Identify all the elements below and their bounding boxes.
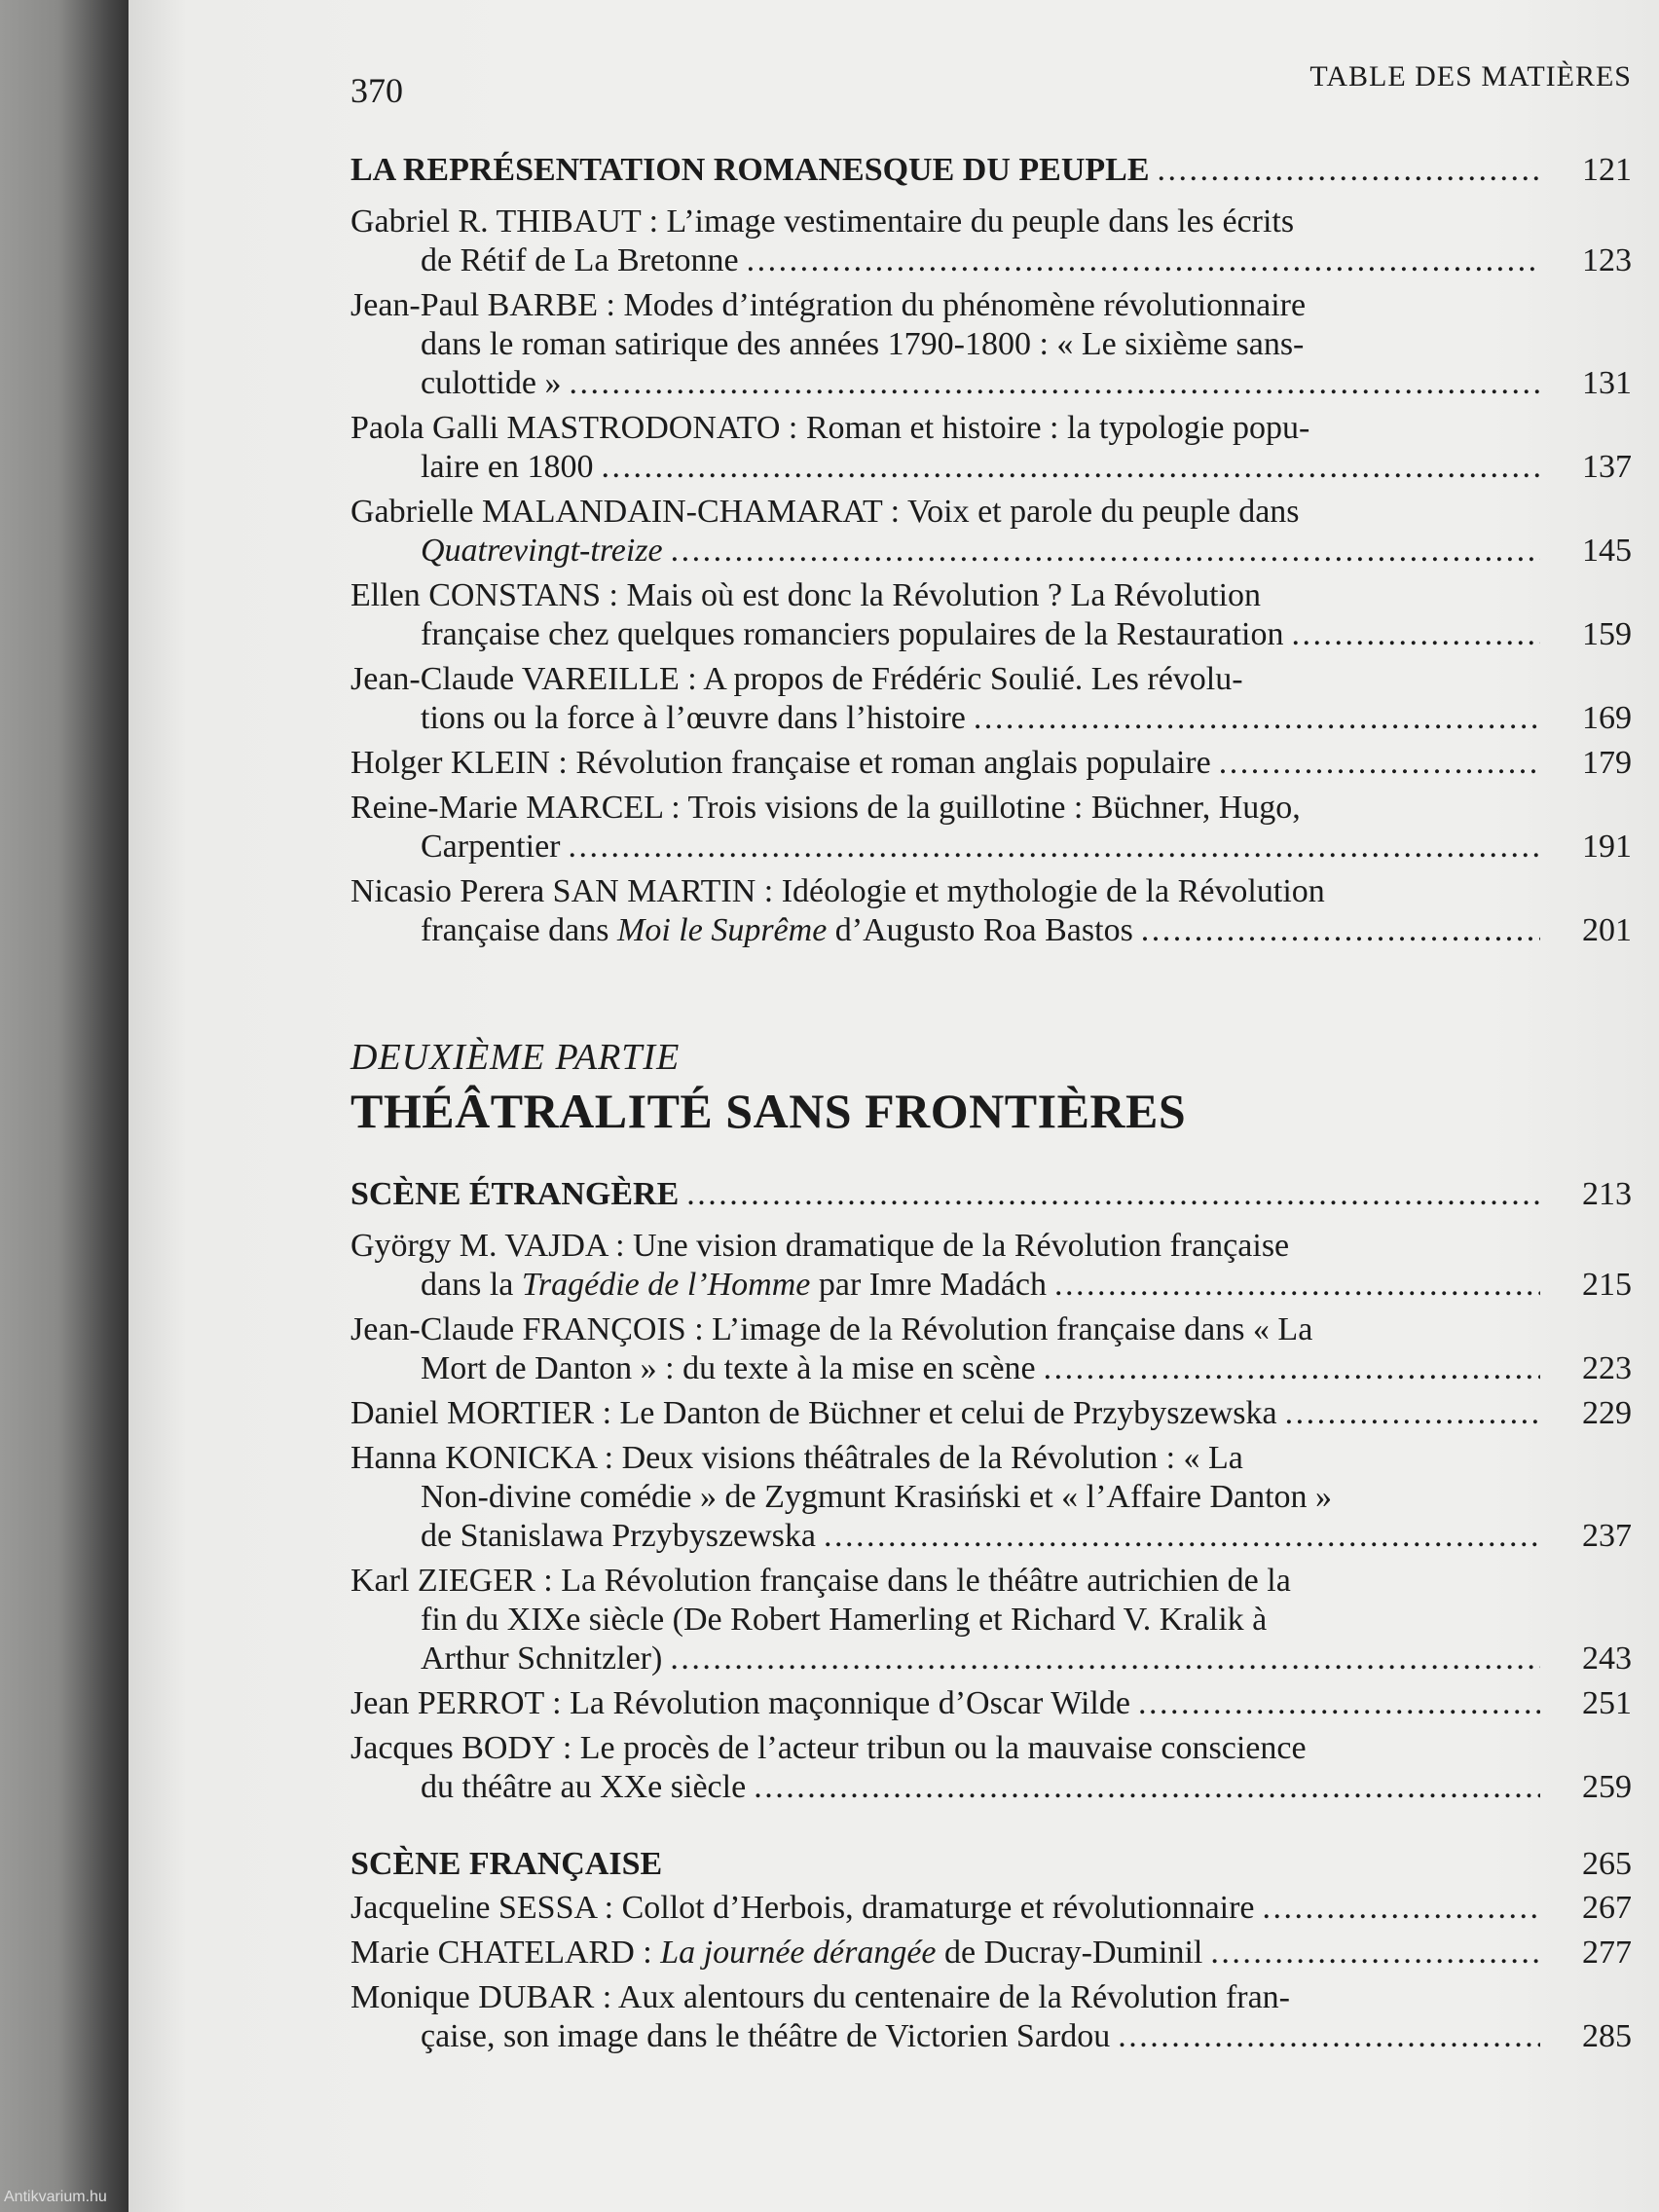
running-title: TABLE DES MATIÈRES	[1309, 60, 1632, 92]
toc-entry: Jean-Claude FRANÇOIS : L’image de la Révolution française dans « La Mort de Danton » : du texte à la mise en scène . . . 223	[350, 1310, 1632, 1388]
section-title: SCÈNE ÉTRANGÈRE . . . 213	[350, 1176, 1632, 1213]
page-number: 370	[350, 71, 403, 110]
toc-entry: Jean-Claude VAREILLE : A propos de Frédéric Soulié. Les révolu- tions ou la force à l’œuvre dans l’histoire . . . 169	[350, 660, 1632, 738]
toc-entry: György M. VAJDA : Une vision dramatique de la Révolution française dans la Tragédie de l’Homme par Imre Madách . . . 215	[350, 1227, 1632, 1305]
toc-entry: Karl ZIEGER : La Révolution française dans le théâtre autrichien de la fin du XIXe siècle (De Robert Hamerling et Richard V. Kralik à Arthur Schnitzler) . . . 243	[350, 1562, 1632, 1678]
part-label: DEUXIÈME PARTIE	[350, 1037, 681, 1078]
toc-entry: Jacques BODY : Le procès de l’acteur tribun ou la mauvaise conscience du théâtre au XXe siècle . . . 259	[350, 1729, 1632, 1807]
toc-entry: Nicasio Perera SAN MARTIN : Idéologie et mythologie de la Révolution française dans Moi le Suprême d’Augusto Roa Bastos . . . 201	[350, 872, 1632, 950]
toc-entry: Gabrielle MALANDAIN-CHAMARAT : Voix et parole du peuple dans Quatrevingt-treize . . . 145	[350, 493, 1632, 571]
section-title: LA REPRÉSENTATION ROMANESQUE DU PEUPLE . . . 121	[350, 152, 1632, 189]
toc-content	[350, 60, 1632, 2056]
toc-entry: Jacqueline SESSA : Collot d’Herbois, dramaturge et révolutionnaire . . . 267	[350, 1889, 1632, 1928]
toc-entry: Monique DUBAR : Aux alentours du centenaire de la Révolution fran- çaise, son image dans le théâtre de Victorien Sardou . . . 285	[350, 1978, 1632, 2056]
part-title: THÉÂTRALITÉ SANS FRONTIÈRES	[350, 1084, 1187, 1138]
toc-entry: Marie CHATELARD : La journée dérangée de Ducray-Duminil . . . 277	[350, 1934, 1632, 1972]
section-title: SCÈNE FRANÇAISE 265	[350, 1846, 1632, 1882]
running-head	[350, 60, 1632, 119]
toc-entry: Jean PERROT : La Révolution maçonnique d’Oscar Wilde . . . 251	[350, 1684, 1632, 1723]
toc-entry: Reine-Marie MARCEL : Trois visions de la guillotine : Büchner, Hugo, Carpentier . . . 191	[350, 789, 1632, 866]
watermark: Antikvarium.hu	[4, 2189, 107, 2205]
toc-entry: Hanna KONICKA : Deux visions théâtrales de la Révolution : « La Non-divine comédie » de Zygmunt Krasiński et « l’Affaire Danton » de Stanislawa Przybyszewska . . . 237	[350, 1439, 1632, 1556]
toc-entry: Jean-Paul BARBE : Modes d’intégration du phénomène révolutionnaire dans le roman satirique des années 1790-1800 : « Le sixième sans- culottide » . . . 131	[350, 286, 1632, 403]
toc-entry: Gabriel R. THIBAUT : L’image vestimentaire du peuple dans les écrits de Rétif de La Bretonne . . . 123	[350, 203, 1632, 280]
toc-entry: Paola Galli MASTRODONATO : Roman et histoire : la typologie popu- laire en 1800 . . . 137	[350, 409, 1632, 487]
book-gutter-shadow	[0, 0, 136, 2212]
book-page	[129, 0, 1659, 2212]
toc-entry: Daniel MORTIER : Le Danton de Büchner et celui de Przybyszewska . . . 229	[350, 1394, 1632, 1433]
toc-entry: Holger KLEIN : Révolution française et roman anglais populaire . . . 179	[350, 744, 1632, 783]
toc-entry: Ellen CONSTANS : Mais où est donc la Révolution ? La Révolution française chez quelques romanciers populaires de la Restauration . . . 159	[350, 576, 1632, 654]
